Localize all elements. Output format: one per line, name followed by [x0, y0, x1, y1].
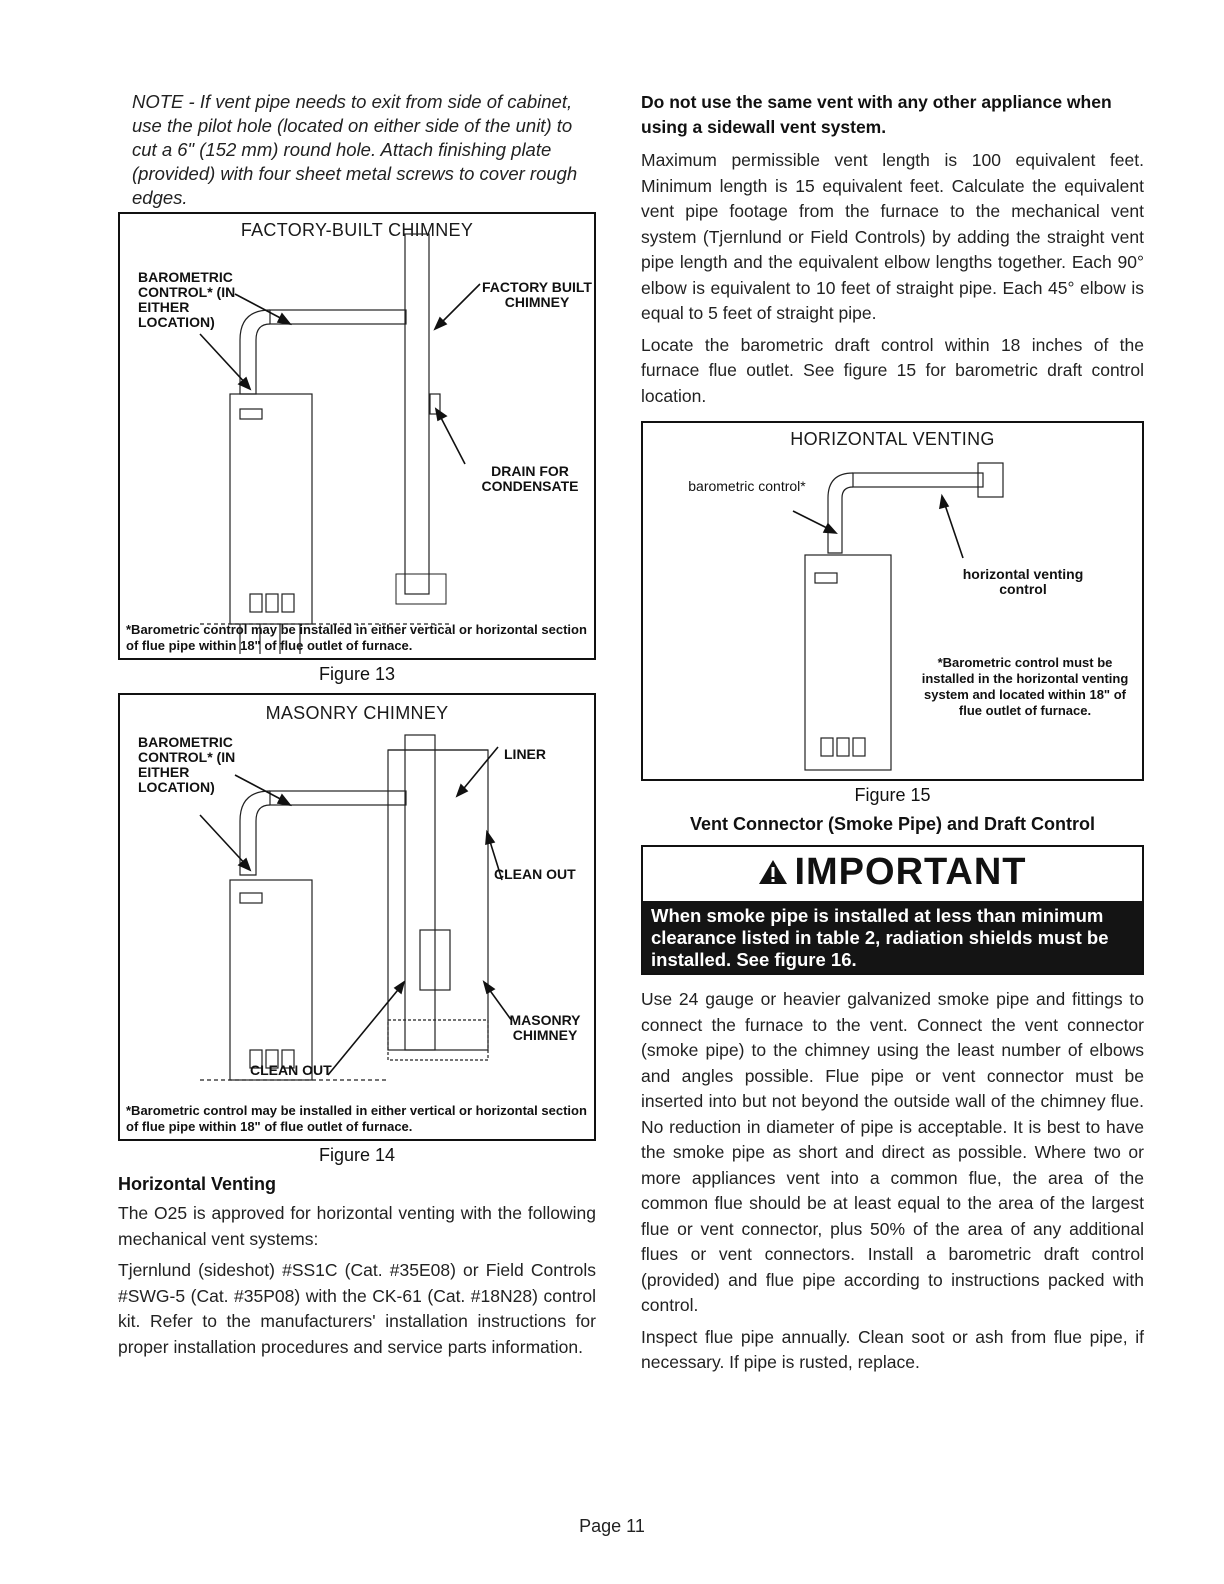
important-notice	[641, 845, 1144, 975]
label-masonry-chimney: MASONRY CHIMNEY	[509, 1012, 581, 1043]
horizontal-venting-paragraph-2: Tjernlund (sideshot) #SS1C (Cat. #35E08) or Field Controls #SWG-5 (Cat. #35P08) with the CK-61 (Cat. #18N28) control kit. Refer to the manufacturers' installation instructions for proper installation procedures and service parts information.	[118, 1260, 596, 1357]
page-number: Page 11	[579, 1516, 645, 1536]
figure-15-caption: Figure 15	[854, 785, 931, 805]
label-liner: LINER	[504, 746, 546, 762]
inspect-flue-paragraph: Inspect flue pipe annually. Clean soot or ash from flue pipe, if necessary. If pipe is rusted, replace.	[641, 1326, 1144, 1372]
vent-length-paragraph: Maximum permissible vent length is 100 equivalent feet. Minimum length is 15 equivalent feet. Calculate the equivalent vent pipe footage from the furnace to the mechanical vent system (Tjernlund or Field Controls) by adding the straight vent pipe length and the equivalent elbow lengths together. Each 90° elbow is equivalent to 10 feet of straight pipe. Each 45° elbow is equal to 5 feet of straight pipe.	[641, 150, 1144, 323]
figure-13-caption: Figure 13	[318, 664, 396, 684]
important-text: When smoke pipe is installed at less than minimum clearance listed in table 2, radiation shields must be installed. See figure 16.	[643, 901, 1142, 973]
note-paragraph: NOTE - If vent pipe needs to exit from side of cabinet, use the pilot hole (located on either side of the unit) to cut a 6" (152 mm) round hole. Attach finishing plate (provided) with four sheet metal screws to cover rough edges.	[132, 91, 578, 208]
warning-triangle-icon	[758, 858, 788, 886]
horizontal-venting-heading: Horizontal Venting	[118, 1174, 277, 1194]
label-horizontal-venting-control: horizontal venting control	[962, 566, 1084, 597]
figure-13-footnote: *Barometric control may be installed in either vertical or horizontal section of flue pipe within 18" of flue outlet of furnace.	[126, 622, 587, 653]
barometric-location-paragraph: Locate the barometric draft control within 18 inches of the furnace flue outlet. See figure 15 for barometric draft control location.	[641, 334, 1144, 406]
figure-15-footnote: *Barometric control must be installed in the horizontal venting system and located within 18" of flue outlet of furnace.	[921, 655, 1129, 718]
figure-13-box	[118, 212, 596, 660]
smoke-pipe-paragraph: Use 24 gauge or heavier galvanized smoke pipe and fittings to connect the furnace to the vent. Connect the vent connector (smoke pipe) to the chimney using the least number of elbows and angles possible. Flue pipe or vent connector must be inserted into but not beyond the outside wall of the chimney flue. No reduction in diameter of pipe is acceptable. It is best to have the smoke pipe as short and direct as possible. Where two or more appliances vent into a common flue, the area of the common flue should be at least equal to the area of the largest flue or vent connector, plus 50% of the area of any additional flues or vent connectors. Install a barometric draft control (provided) and flue pipe according to instructions packed with control.	[641, 989, 1144, 1315]
label-barometric-control: BAROMETRIC CONTROL* (IN EITHER LOCATION)	[138, 269, 236, 330]
figure-14-caption: Figure 14	[318, 1145, 396, 1165]
label-factory-built-chimney: FACTORY BUILT CHIMNEY	[482, 279, 592, 310]
label-barometric-control-15: barometric control*	[688, 478, 806, 494]
figure-14-box	[118, 693, 596, 1141]
label-barometric-control-14: BAROMETRIC CONTROL* (IN EITHER LOCATION)	[138, 734, 236, 795]
important-title: IMPORTANT	[794, 851, 1027, 893]
label-clean-out-right: CLEAN OUT	[494, 866, 576, 882]
horizontal-venting-paragraph-1: The O25 is approved for horizontal venting with the following mechanical vent systems:	[118, 1203, 596, 1249]
label-clean-out-bottom: CLEAN OUT	[250, 1062, 332, 1078]
right-column	[641, 90, 1144, 1382]
left-column	[118, 90, 596, 1366]
important-title-row	[643, 851, 1142, 894]
label-drain-for-condensate: DRAIN FOR CONDENSATE	[481, 463, 579, 494]
horizontal-venting-diagram	[643, 423, 1142, 779]
figure-15-box	[641, 421, 1144, 781]
figure-15-title: HORIZONTAL VENTING	[790, 429, 995, 449]
figure-14-title: MASONRY CHIMNEY	[265, 703, 449, 723]
vent-connector-heading: Vent Connector (Smoke Pipe) and Draft Control	[689, 814, 1096, 834]
figure-14-footnote: *Barometric control may be installed in either vertical or horizontal section of flue pipe within 18" of flue outlet of furnace.	[126, 1103, 587, 1134]
figure-13-title: FACTORY-BUILT CHIMNEY	[240, 220, 474, 240]
sidewall-warning: Do not use the same vent with any other appliance when using a sidewall vent system.	[641, 92, 1112, 137]
